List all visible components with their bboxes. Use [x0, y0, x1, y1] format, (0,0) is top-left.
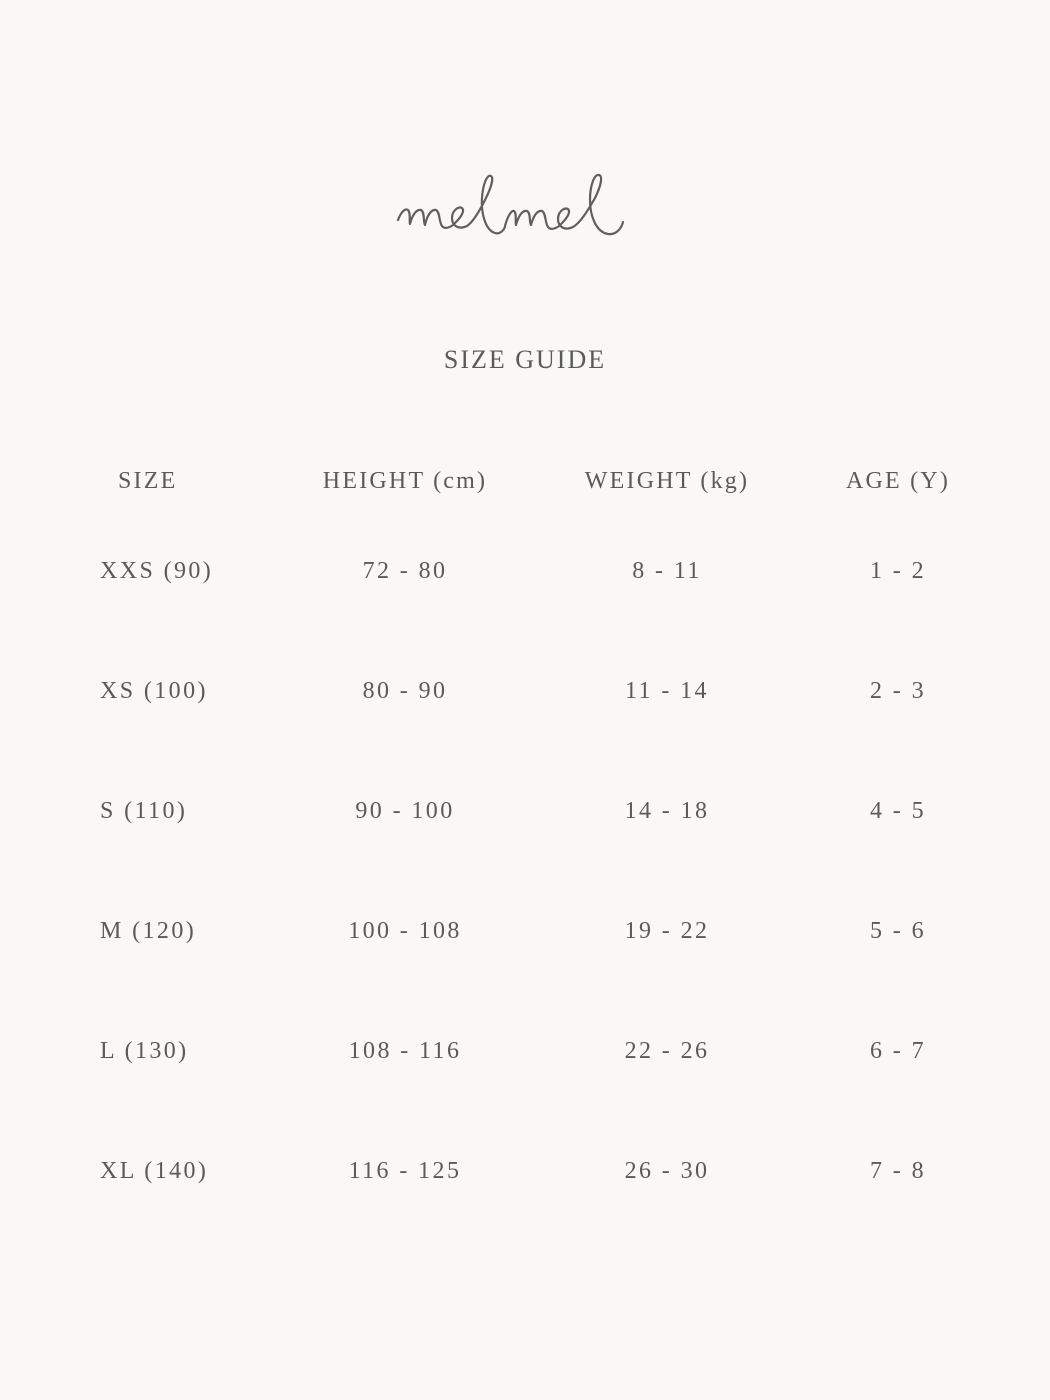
- cell-size: L (130): [100, 1038, 189, 1064]
- cell-size: M (120): [100, 918, 197, 944]
- cell-height: 72 - 80: [362, 558, 448, 584]
- cell-age: 5 - 6: [870, 918, 926, 944]
- header-weight: WEIGHT (kg): [584, 468, 750, 494]
- cell-age: 2 - 3: [870, 678, 926, 704]
- cell-weight: 26 - 30: [624, 1158, 710, 1184]
- cell-height: 108 - 116: [348, 1038, 462, 1064]
- header-age: AGE (Y): [845, 468, 951, 494]
- header-size: SIZE: [118, 468, 178, 494]
- cell-age: 1 - 2: [870, 558, 926, 584]
- cell-age: 7 - 8: [870, 1158, 926, 1184]
- cell-size: XXS (90): [100, 558, 214, 584]
- cell-age: 4 - 5: [870, 798, 926, 824]
- cell-size: S (110): [100, 798, 188, 824]
- cell-weight: 11 - 14: [625, 678, 709, 704]
- cell-height: 80 - 90: [362, 678, 448, 704]
- cell-weight: 19 - 22: [624, 918, 710, 944]
- cell-weight: 14 - 18: [624, 798, 710, 824]
- cell-height: 90 - 100: [355, 798, 455, 824]
- cell-age: 6 - 7: [870, 1038, 926, 1064]
- page-title: SIZE GUIDE: [443, 345, 607, 374]
- cell-height: 100 - 108: [348, 918, 462, 944]
- header-height: HEIGHT (cm): [322, 468, 488, 494]
- cell-weight: 22 - 26: [624, 1038, 710, 1064]
- cell-size: XL (140): [100, 1158, 209, 1184]
- cell-height: 116 - 125: [348, 1158, 462, 1184]
- cell-size: XS (100): [100, 678, 208, 704]
- cell-weight: 8 - 11: [632, 558, 702, 584]
